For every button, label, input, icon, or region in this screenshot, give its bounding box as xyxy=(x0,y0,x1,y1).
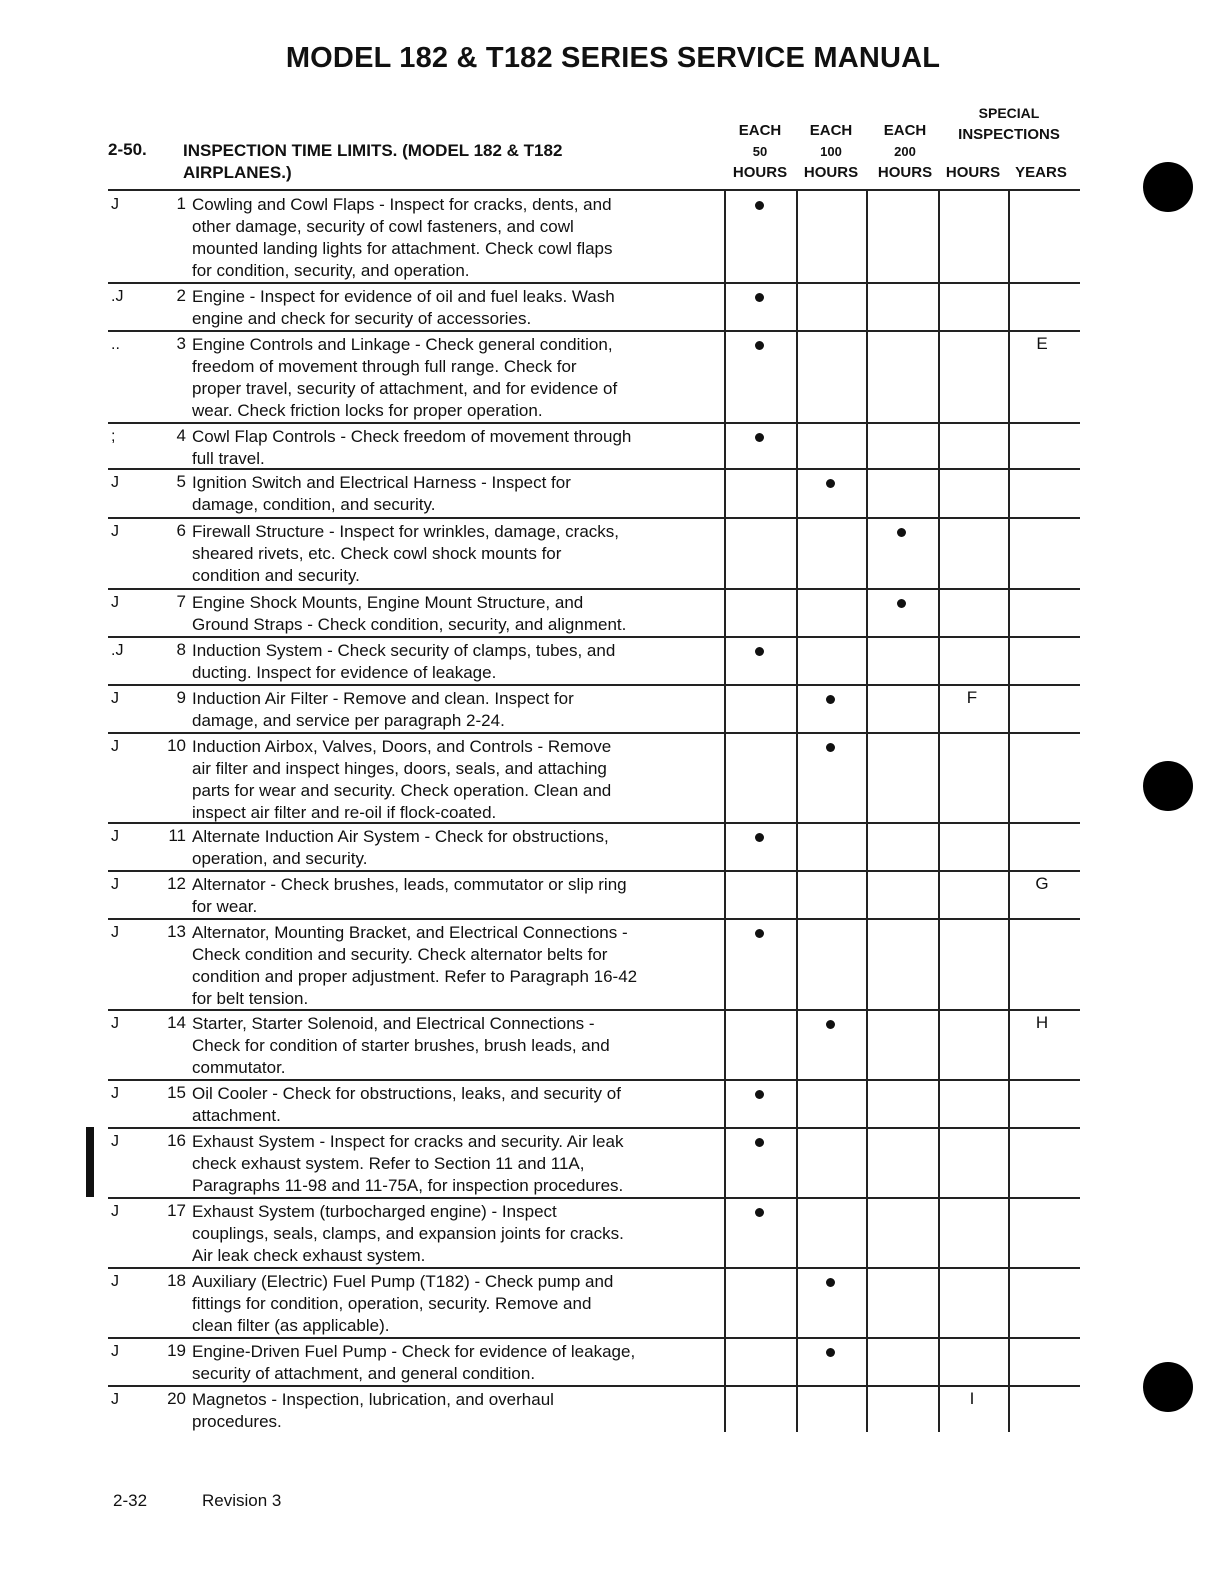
row-divider xyxy=(108,1009,1080,1011)
item-number: 14 xyxy=(167,1013,186,1032)
table-top-rule xyxy=(108,189,1080,191)
row-divider xyxy=(108,1197,1080,1199)
interval-dot-h100 xyxy=(826,1020,835,1029)
item-number: 19 xyxy=(167,1341,186,1360)
description-line: freedom of movement through full range. Check for xyxy=(192,357,577,376)
special-note-sy: G xyxy=(1035,874,1049,893)
description-line: Magnetos - Inspection, lubrication, and overhaul xyxy=(192,1390,554,1409)
item-number: 3 xyxy=(176,334,186,353)
interval-dot-h50 xyxy=(755,833,764,842)
description-line: Induction Air Filter - Remove and clean. Inspect for xyxy=(192,689,574,708)
binder-hole-top xyxy=(1143,162,1193,212)
interval-dot-h100 xyxy=(826,1348,835,1357)
description-line: inspect air filter and re-oil if flock-coated. xyxy=(192,803,497,822)
item-number: 7 xyxy=(176,592,186,611)
description-line: attachment. xyxy=(192,1106,281,1125)
row-mark: .. xyxy=(111,336,120,353)
description-line: Check for condition of starter brushes, brush leads, and xyxy=(192,1036,610,1055)
description-line: Induction Airbox, Valves, Doors, and Controls - Remove xyxy=(192,737,612,756)
item-number: 20 xyxy=(167,1389,186,1408)
item-number: 4 xyxy=(176,426,186,445)
item-number: 9 xyxy=(176,688,186,707)
description-line: Paragraphs 11-98 and 11-75A, for inspection procedures. xyxy=(192,1176,624,1195)
description-line: Ground Straps - Check condition, security, and alignment. xyxy=(192,615,627,634)
row-divider xyxy=(108,422,1080,424)
interval-dot-h100 xyxy=(826,479,835,488)
item-description xyxy=(192,1271,720,1337)
row-mark: J xyxy=(111,1203,119,1220)
header-each-200: EACH 200 HOURS xyxy=(877,122,933,181)
row-mark: J xyxy=(111,738,119,755)
description-line: ducting. Inspect for evidence of leakage. xyxy=(192,663,497,682)
item-description xyxy=(192,688,720,732)
item-number: 18 xyxy=(167,1271,186,1290)
description-line: Air leak check exhaust system. xyxy=(192,1246,426,1265)
item-number: 5 xyxy=(176,472,186,491)
row-divider xyxy=(108,636,1080,638)
description-line: couplings, seals, clamps, and expansion joints for cracks. xyxy=(192,1224,624,1243)
description-line: Alternator - Check brushes, leads, commutator or slip ring xyxy=(192,875,627,894)
row-mark: J xyxy=(111,1133,119,1150)
row-mark: J xyxy=(111,1391,119,1408)
description-line: for belt tension. xyxy=(192,989,309,1008)
row-mark: J xyxy=(111,196,119,213)
item-description xyxy=(192,874,720,918)
page-number: 2-32 xyxy=(113,1491,148,1510)
description-line: Engine Shock Mounts, Engine Mount Structure, and xyxy=(192,593,584,612)
description-line: for condition, security, and operation. xyxy=(192,261,470,280)
row-divider xyxy=(108,870,1080,872)
item-description xyxy=(192,592,720,636)
item-description xyxy=(192,194,720,282)
row-divider xyxy=(108,1385,1080,1387)
description-line: clean filter (as applicable). xyxy=(192,1316,390,1335)
row-mark: .J xyxy=(111,288,124,305)
row-mark: J xyxy=(111,1015,119,1032)
description-line: Firewall Structure - Inspect for wrinkles, damage, cracks, xyxy=(192,522,620,541)
description-line: air filter and inspect hinges, doors, seals, and attaching xyxy=(192,759,607,778)
item-description xyxy=(192,640,720,684)
interval-dot-h100 xyxy=(826,695,835,704)
item-description xyxy=(192,426,720,470)
description-line: Auxiliary (Electric) Fuel Pump (T182) - Check pump and xyxy=(192,1272,614,1291)
description-line: condition and proper adjustment. Refer to Paragraph 16-42 xyxy=(192,967,638,986)
header-each-100: EACH 100 HOURS xyxy=(803,122,859,181)
item-description xyxy=(192,1201,720,1267)
description-line: full travel. xyxy=(192,449,265,468)
item-description xyxy=(192,1013,720,1079)
description-line: for wear. xyxy=(192,897,258,916)
revision-change-bar xyxy=(86,1127,94,1197)
item-description xyxy=(192,1131,720,1197)
description-line: engine and check for security of accessories. xyxy=(192,309,532,328)
item-description xyxy=(192,334,720,422)
item-number: 6 xyxy=(176,521,186,540)
description-line: Alternate Induction Air System - Check for obstructions, xyxy=(192,827,609,846)
section-title: INSPECTION TIME LIMITS. (MODEL 182 & T182 AIRPLANES.) xyxy=(183,141,563,182)
description-line: proper travel, security of attachment, and for evidence of xyxy=(192,379,618,398)
interval-dot-h50 xyxy=(755,433,764,442)
description-line: damage, and service per paragraph 2-24. xyxy=(192,711,505,730)
description-line: mounted landing lights for attachment. Check cowl flaps xyxy=(192,239,613,258)
item-description xyxy=(192,826,720,870)
description-line: check exhaust system. Refer to Section 11 and 11A, xyxy=(192,1154,585,1173)
description-line: Ignition Switch and Electrical Harness - Inspect for xyxy=(192,473,571,492)
special-note-sh: F xyxy=(966,688,978,707)
column-divider xyxy=(796,190,798,1432)
description-line: Alternator, Mounting Bracket, and Electrical Connections - xyxy=(192,923,628,942)
header-special-hours: HOURS xyxy=(945,164,1001,181)
description-line: Starter, Starter Solenoid, and Electrical Connections - xyxy=(192,1014,595,1033)
row-mark: .J xyxy=(111,642,124,659)
row-divider xyxy=(108,732,1080,734)
row-mark: J xyxy=(111,474,119,491)
description-line: Engine Controls and Linkage - Check general condition, xyxy=(192,335,613,354)
item-number: 2 xyxy=(176,286,186,305)
item-description xyxy=(192,472,720,516)
header-special-years: YEARS xyxy=(1015,164,1067,181)
description-line: Engine - Inspect for evidence of oil and fuel leaks. Wash xyxy=(192,287,615,306)
interval-dot-h100 xyxy=(826,743,835,752)
row-mark: J xyxy=(111,1273,119,1290)
item-number: 17 xyxy=(167,1201,186,1220)
column-divider xyxy=(1008,190,1010,1432)
interval-dot-h50 xyxy=(755,293,764,302)
description-line: procedures. xyxy=(192,1412,282,1431)
row-mark: J xyxy=(111,1343,119,1360)
item-description xyxy=(192,521,720,587)
interval-dot-h100 xyxy=(826,1278,835,1287)
binder-hole-middle xyxy=(1143,761,1193,811)
row-divider xyxy=(108,918,1080,920)
item-description xyxy=(192,736,720,824)
description-line: Oil Cooler - Check for obstructions, leaks, and security of xyxy=(192,1084,621,1103)
item-description xyxy=(192,1389,720,1433)
row-divider xyxy=(108,282,1080,284)
special-note-sh: I xyxy=(969,1389,975,1408)
item-number: 11 xyxy=(168,826,186,845)
item-number: 8 xyxy=(176,640,186,659)
revision-label: Revision 3 xyxy=(202,1491,282,1510)
header-each-50: EACH 50 HOURS xyxy=(732,122,788,181)
description-line: security of attachment, and general condition. xyxy=(192,1364,536,1383)
item-description xyxy=(192,1341,720,1385)
binder-hole-bottom xyxy=(1143,1362,1193,1412)
row-divider xyxy=(108,1267,1080,1269)
description-line: operation, and security. xyxy=(192,849,368,868)
row-divider xyxy=(108,684,1080,686)
page-title: MODEL 182 & T182 SERIES SERVICE MANUAL xyxy=(285,42,941,74)
row-divider xyxy=(108,1337,1080,1339)
interval-dot-h50 xyxy=(755,1138,764,1147)
column-divider xyxy=(938,190,940,1432)
description-line: Cowl Flap Controls - Check freedom of movement through xyxy=(192,427,632,446)
interval-dot-h50 xyxy=(755,341,764,350)
row-divider xyxy=(108,1079,1080,1081)
row-divider xyxy=(108,822,1080,824)
item-description xyxy=(192,922,720,1010)
column-divider xyxy=(866,190,868,1432)
row-mark: ; xyxy=(111,428,116,445)
interval-dot-h50 xyxy=(755,1090,764,1099)
interval-dot-h50 xyxy=(755,929,764,938)
row-divider xyxy=(108,330,1080,332)
row-divider xyxy=(108,468,1080,470)
item-number: 13 xyxy=(167,922,186,941)
item-number: 12 xyxy=(167,874,186,893)
row-mark: J xyxy=(111,523,119,540)
row-divider xyxy=(108,1127,1080,1129)
interval-dot-h50 xyxy=(755,201,764,210)
description-line: Check condition and security. Check alternator belts for xyxy=(192,945,608,964)
interval-dot-h200 xyxy=(897,599,906,608)
description-line: Induction System - Check security of clamps, tubes, and xyxy=(192,641,616,660)
item-number: 10 xyxy=(167,736,186,755)
description-line: fittings for condition, operation, security. Remove and xyxy=(192,1294,592,1313)
row-mark: J xyxy=(111,876,119,893)
interval-dot-h50 xyxy=(755,647,764,656)
item-number: 1 xyxy=(176,194,186,213)
interval-dot-h200 xyxy=(897,528,906,537)
special-note-sy: E xyxy=(1036,334,1048,353)
item-number: 15 xyxy=(167,1083,186,1102)
row-mark: J xyxy=(111,594,119,611)
row-mark: J xyxy=(111,690,119,707)
interval-dot-h50 xyxy=(755,1208,764,1217)
description-line: parts for wear and security. Check operation. Clean and xyxy=(192,781,612,800)
header-special-inspections: SPECIAL INSPECTIONS xyxy=(958,105,1060,143)
row-mark: J xyxy=(111,828,119,845)
description-line: wear. Check friction locks for proper operation. xyxy=(192,401,543,420)
description-line: sheared rivets, etc. Check cowl shock mounts for xyxy=(192,544,562,563)
item-description xyxy=(192,286,720,330)
section-number: 2-50. xyxy=(108,140,147,159)
description-line: damage, condition, and security. xyxy=(192,495,436,514)
description-line: other damage, security of cowl fasteners, and cowl xyxy=(192,217,574,236)
row-mark: J xyxy=(111,924,119,941)
row-mark: J xyxy=(111,1085,119,1102)
item-number: 16 xyxy=(167,1131,186,1150)
description-line: Exhaust System - Inspect for cracks and security. Air leak xyxy=(192,1132,624,1151)
special-note-sy: H xyxy=(1035,1013,1049,1032)
description-line: Engine-Driven Fuel Pump - Check for evidence of leakage, xyxy=(192,1342,636,1361)
item-description xyxy=(192,1083,720,1127)
description-line: Exhaust System (turbocharged engine) - Inspect xyxy=(192,1202,557,1221)
description-line: Cowling and Cowl Flaps - Inspect for cracks, dents, and xyxy=(192,195,612,214)
description-line: commutator. xyxy=(192,1058,286,1077)
description-line: condition and security. xyxy=(192,566,360,585)
column-divider xyxy=(724,190,726,1432)
row-divider xyxy=(108,517,1080,519)
row-divider xyxy=(108,588,1080,590)
